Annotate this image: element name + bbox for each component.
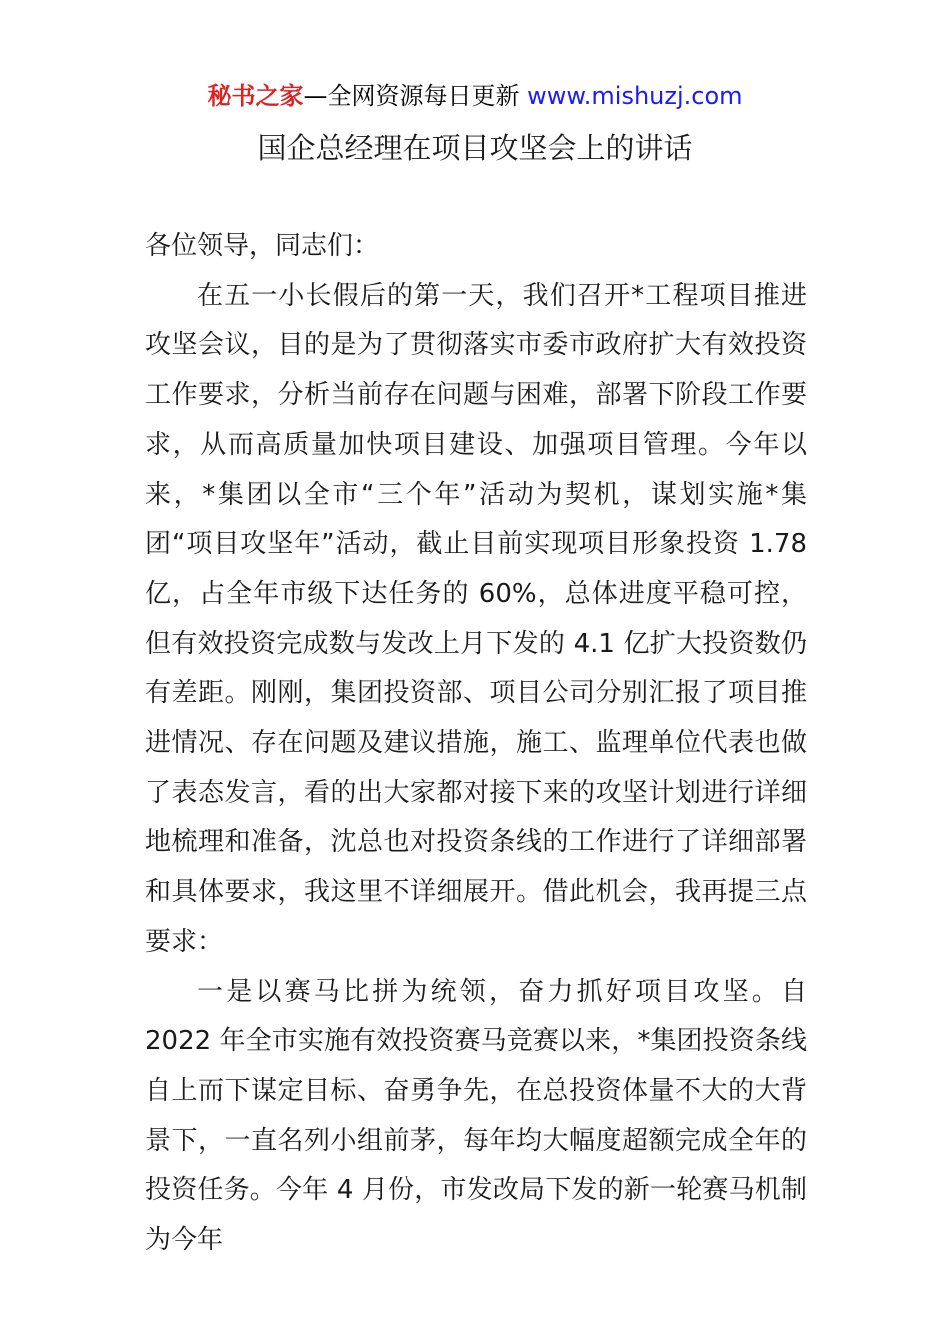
site-tagline: —全网资源每日更新 — [303, 82, 528, 110]
site-url-link[interactable]: www.mishuzj.com — [527, 82, 743, 110]
document-body — [145, 222, 807, 1266]
salutation: 各位领导，同志们： — [145, 231, 380, 261]
site-brand: 秘书之家 — [207, 82, 304, 110]
document-title: 国企总经理在项目攻坚会上的讲话 — [257, 131, 693, 165]
paragraph-intro: 在五一小长假后的第一天，我们召开*工程项目推进攻坚会议，目的是为了贯彻落实市委市政府扩大有效投资工作要求，分析当前存在问题与困难，部署下阶段工作要求，从而高质量加快项目建设、加强项目管理。今年以来，*集团以全市“三个年”活动为契机，谋划实施*集团“项目攻坚年”活动，截止目前实现项目形象投资 1.78 亿，占全年市级下达任务的 60%，总体进度平稳可控，但有效投资完成数与发改上月下发的 4.1 亿扩大投资数仍有差距。刚刚，集团投资部、项目公司分别汇报了项目推进情况、存在问题及建议措施，施工、监理单位代表也做了表态发言，看的出大家都对接下来的攻坚计划进行详细地梳理和准备，沈总也对投资条线的工作进行了详细部署和具体要求，我这里不详细展开。借此机会，我再提三点要求： — [145, 280, 807, 957]
site-header — [0, 80, 950, 112]
paragraph-point-one: 一是以赛马比拼为统领，奋力抓好项目攻坚。自 2022 年全市实施有效投资赛马竞赛以来，*集团投资条线自上而下谋定目标、奋勇争先，在总投资体量不大的大背景下，一直名列小组前茅，每年均大幅度超额完成全年的投资任务。今年 4 月份，市发改局下发的新一轮赛马机制为今年 — [145, 976, 807, 1256]
